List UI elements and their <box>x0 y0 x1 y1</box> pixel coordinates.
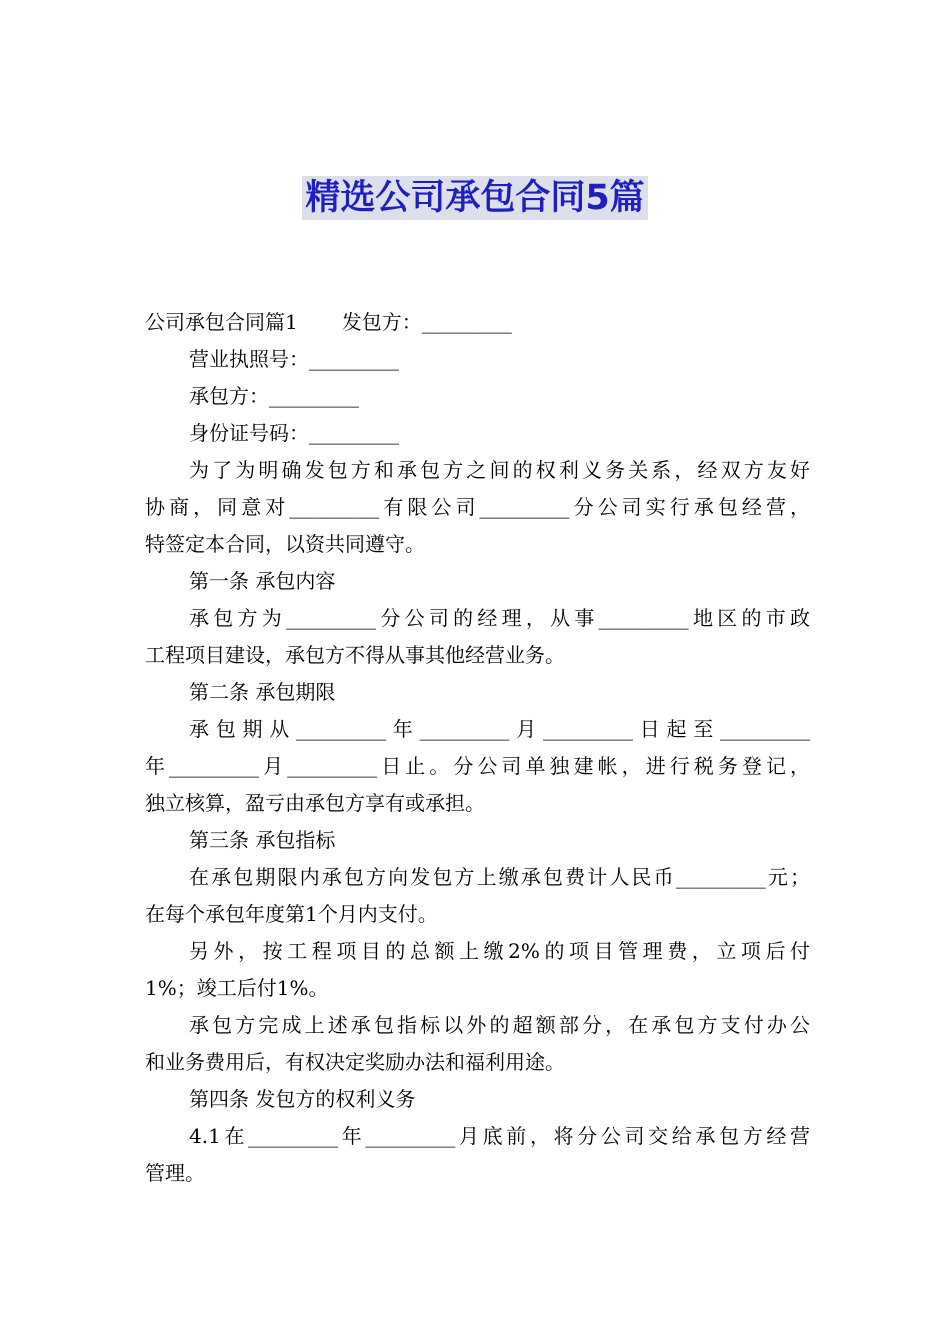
document-body <box>145 304 810 1192</box>
contract-heading: 公司承包合同篇1 <box>145 310 298 334</box>
paragraph-line: 4.1在_________年_________月底前，将分公司交给承包方经营 <box>189 1124 810 1148</box>
paragraph-line: 另外，按工程项目的总额上缴2%的项目管理费，立项后付 <box>189 939 810 963</box>
paragraph-line: 管理。 <box>145 1161 205 1185</box>
paragraph-line: 特签定本合同，以资共同遵守。 <box>145 532 425 556</box>
paragraph-line: 承包方完成上述承包指标以外的超额部分，在承包方支付办公 <box>189 1013 810 1037</box>
contractor-field: 承包方：_________ <box>189 384 359 408</box>
paragraph-line: 在每个承包年度第1个月内支付。 <box>145 902 438 926</box>
paragraph-line: 独立核算，盈亏由承包方享有或承担。 <box>145 791 485 815</box>
article-1-heading: 第一条 承包内容 <box>189 569 336 593</box>
paragraph-line: 承包期从_________年_________月_________日起至_________ <box>189 717 810 741</box>
paragraph-line: 工程项目建设，承包方不得从事其他经营业务。 <box>145 643 565 667</box>
paragraph-line: 1%；竣工后付1%。 <box>145 976 329 1000</box>
paragraph-line: 和业务费用后，有权决定奖励办法和福利用途。 <box>145 1050 565 1074</box>
paragraph-line: 承包方为_________分公司的经理，从事_________地区的市政 <box>189 606 810 630</box>
line-contract-1-heading <box>145 304 810 341</box>
paragraph-line: 协商，同意对_________有限公司_________分公司实行承包经营， <box>145 495 810 519</box>
article-2-heading: 第二条 承包期限 <box>189 680 336 704</box>
document-title: 精选公司承包合同5篇 <box>302 176 647 220</box>
paragraph-line: 在承包期限内承包方向发包方上缴承包费计人民币_________元； <box>189 865 810 889</box>
id-number-field: 身份证号码：_________ <box>189 421 399 445</box>
paragraph-line: 年_________月_________日止。分公司单独建帐，进行税务登记， <box>145 754 810 778</box>
article-3-heading: 第三条 承包指标 <box>189 828 336 852</box>
title-container <box>0 176 950 220</box>
paragraph-line: 为了为明确发包方和承包方之间的权利义务关系，经双方友好 <box>189 458 810 482</box>
article-4-heading: 第四条 发包方的权利义务 <box>189 1087 416 1111</box>
business-license-field: 营业执照号：_________ <box>189 347 399 371</box>
employer-field: 发包方：_________ <box>341 310 512 334</box>
